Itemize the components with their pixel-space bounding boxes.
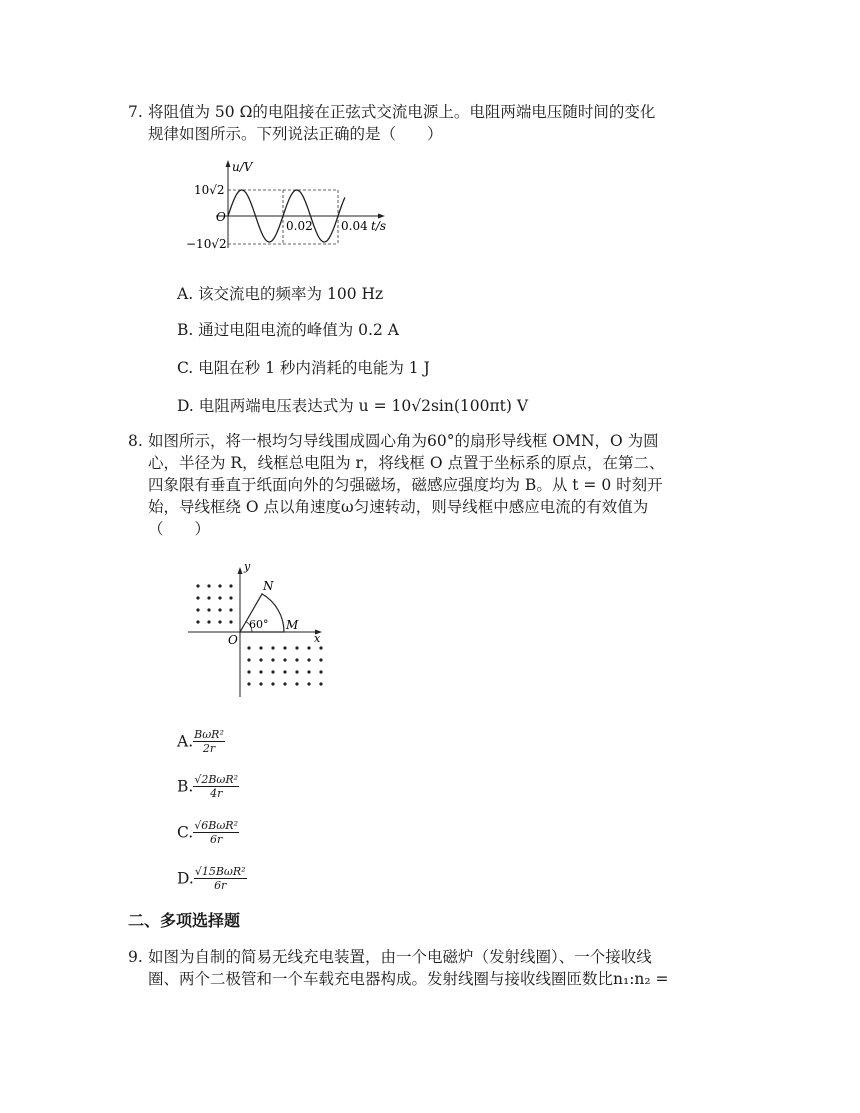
field-dot: [295, 682, 298, 685]
fraction: [193, 728, 225, 755]
denominator: 2r: [202, 742, 216, 755]
origin-label: O: [216, 210, 226, 224]
y-top-label: 10√2: [194, 183, 225, 197]
field-dot: [319, 646, 322, 649]
option-c[interactable]: C. 电阻在秒 1 秒内消耗的电能为 1 J: [177, 359, 430, 377]
field-dot: [307, 646, 310, 649]
point-n-label: N: [263, 579, 274, 593]
field-dot: [218, 608, 221, 611]
numerator: √2BωR²: [194, 773, 239, 786]
section-title: 二、多项选择题: [128, 911, 241, 930]
field-dot: [259, 658, 262, 661]
option-b[interactable]: [177, 773, 239, 800]
denominator: 4r: [210, 787, 223, 800]
field-dot: [307, 670, 310, 673]
option-a[interactable]: [177, 728, 225, 755]
field-dot: [247, 658, 250, 661]
field-dot: [207, 584, 210, 587]
field-dot: [271, 682, 274, 685]
field-dot: [283, 646, 286, 649]
field-dot: [319, 682, 322, 685]
option-letter: A.: [177, 732, 194, 751]
field-dot: [229, 584, 232, 587]
x-axis-arrow: [378, 214, 385, 219]
field-dot: [271, 646, 274, 649]
question-text-line: 始，导线框绕 O 点以角速度ω匀速转动，则导线框中感应电流的有效值为: [148, 498, 649, 516]
x-axis-label: t/s: [371, 219, 387, 233]
question-text-line: 圈、两个二极管和一个车载充电器构成。发射线圈与接收线圈匝数比n₁:n₂ =: [148, 970, 669, 988]
voltage-time-graph: [180, 158, 395, 254]
field-dot: [218, 620, 221, 623]
field-dot: [295, 670, 298, 673]
field-dot: [247, 646, 250, 649]
y-bottom-label: −10√2: [186, 237, 227, 251]
field-dot: [229, 608, 232, 611]
field-dot: [319, 658, 322, 661]
denominator: 6r: [209, 833, 223, 846]
numerator: √15BωR²: [194, 865, 246, 878]
question-number: 7.: [128, 103, 143, 121]
question-text-line: 如图为自制的简易无线充电装置，由一个电磁炉（发射线圈）、一个接收线: [148, 948, 652, 966]
denominator: 6r: [214, 879, 227, 892]
option-c[interactable]: [177, 819, 239, 846]
field-dot: [229, 620, 232, 623]
fraction: [193, 773, 239, 800]
origin-label: O: [228, 633, 238, 647]
numerator: BωR²: [194, 728, 224, 741]
field-dot: [218, 596, 221, 599]
option-b[interactable]: B. 通过电阻电流的峰值为 0.2 A: [177, 321, 399, 339]
field-dot: [218, 584, 221, 587]
option-d[interactable]: D. 电阻两端电压表达式为 u = 10√2sin(100πt) V: [177, 397, 529, 415]
question-text-line: 四象限有垂直于纸面向外的匀强磁场，磁感应强度均为 B。从 t = 0 时刻开: [148, 476, 663, 494]
field-dots-quadrant-2: [196, 584, 232, 623]
question-8: [128, 430, 665, 540]
field-dot: [295, 658, 298, 661]
field-dots-quadrant-4: [247, 646, 322, 685]
sector-field-figure: [185, 562, 330, 700]
field-dot: [319, 670, 322, 673]
question-9: [128, 946, 669, 990]
field-dot: [271, 670, 274, 673]
question-7: [128, 101, 656, 145]
y-axis-label: y: [244, 562, 251, 573]
field-dot: [196, 584, 199, 587]
question-number: 8.: [128, 432, 143, 450]
field-dot: [307, 658, 310, 661]
x-tick-label: 0.04: [341, 219, 368, 233]
x-axis-label: x: [314, 632, 321, 645]
question-text-line: 规律如图所示。下列说法正确的是（ ）: [148, 125, 443, 143]
field-dot: [207, 608, 210, 611]
option-d[interactable]: [177, 865, 247, 892]
numerator: √6BωR²: [194, 819, 238, 832]
field-dot: [283, 670, 286, 673]
y-axis-arrow: [238, 567, 243, 574]
x-tick-label: 0.02: [286, 219, 313, 233]
field-dot: [283, 658, 286, 661]
option-letter: C.: [177, 823, 194, 842]
field-dot: [196, 620, 199, 623]
field-dot: [196, 608, 199, 611]
field-dot: [283, 682, 286, 685]
y-axis-arrow: [226, 160, 231, 167]
fraction: [194, 865, 247, 892]
question-text-line: 将阻值为 50 Ω的电阻接在正弦式交流电源上。电阻两端电压随时间的变化: [148, 103, 656, 121]
field-dot: [247, 670, 250, 673]
field-dot: [295, 646, 298, 649]
question-text-line: 心，半径为 R，线框总电阻为 r，将线框 O 点置于坐标系的原点，在第二、: [148, 454, 665, 472]
y-axis-label: u/V: [232, 160, 253, 174]
option-a[interactable]: A. 该交流电的频率为 100 Hz: [177, 285, 384, 303]
field-dot: [259, 670, 262, 673]
point-m-label: M: [286, 618, 299, 632]
field-dot: [196, 596, 199, 599]
field-dot: [229, 596, 232, 599]
fraction: [193, 819, 239, 846]
option-letter: D.: [177, 869, 194, 888]
question-text-line: （ ）: [148, 520, 211, 538]
field-dot: [247, 682, 250, 685]
question-number: 9.: [128, 948, 143, 966]
option-letter: B.: [177, 777, 194, 796]
angle-label: 60°: [249, 618, 269, 631]
field-dot: [207, 620, 210, 623]
field-dot: [307, 682, 310, 685]
field-dot: [271, 658, 274, 661]
field-dot: [259, 682, 262, 685]
question-text-line: 如图所示，将一根均匀导线围成圆心角为60°的扇形导线框 OMN，O 为圆: [148, 432, 659, 450]
field-dot: [207, 596, 210, 599]
field-dot: [259, 646, 262, 649]
